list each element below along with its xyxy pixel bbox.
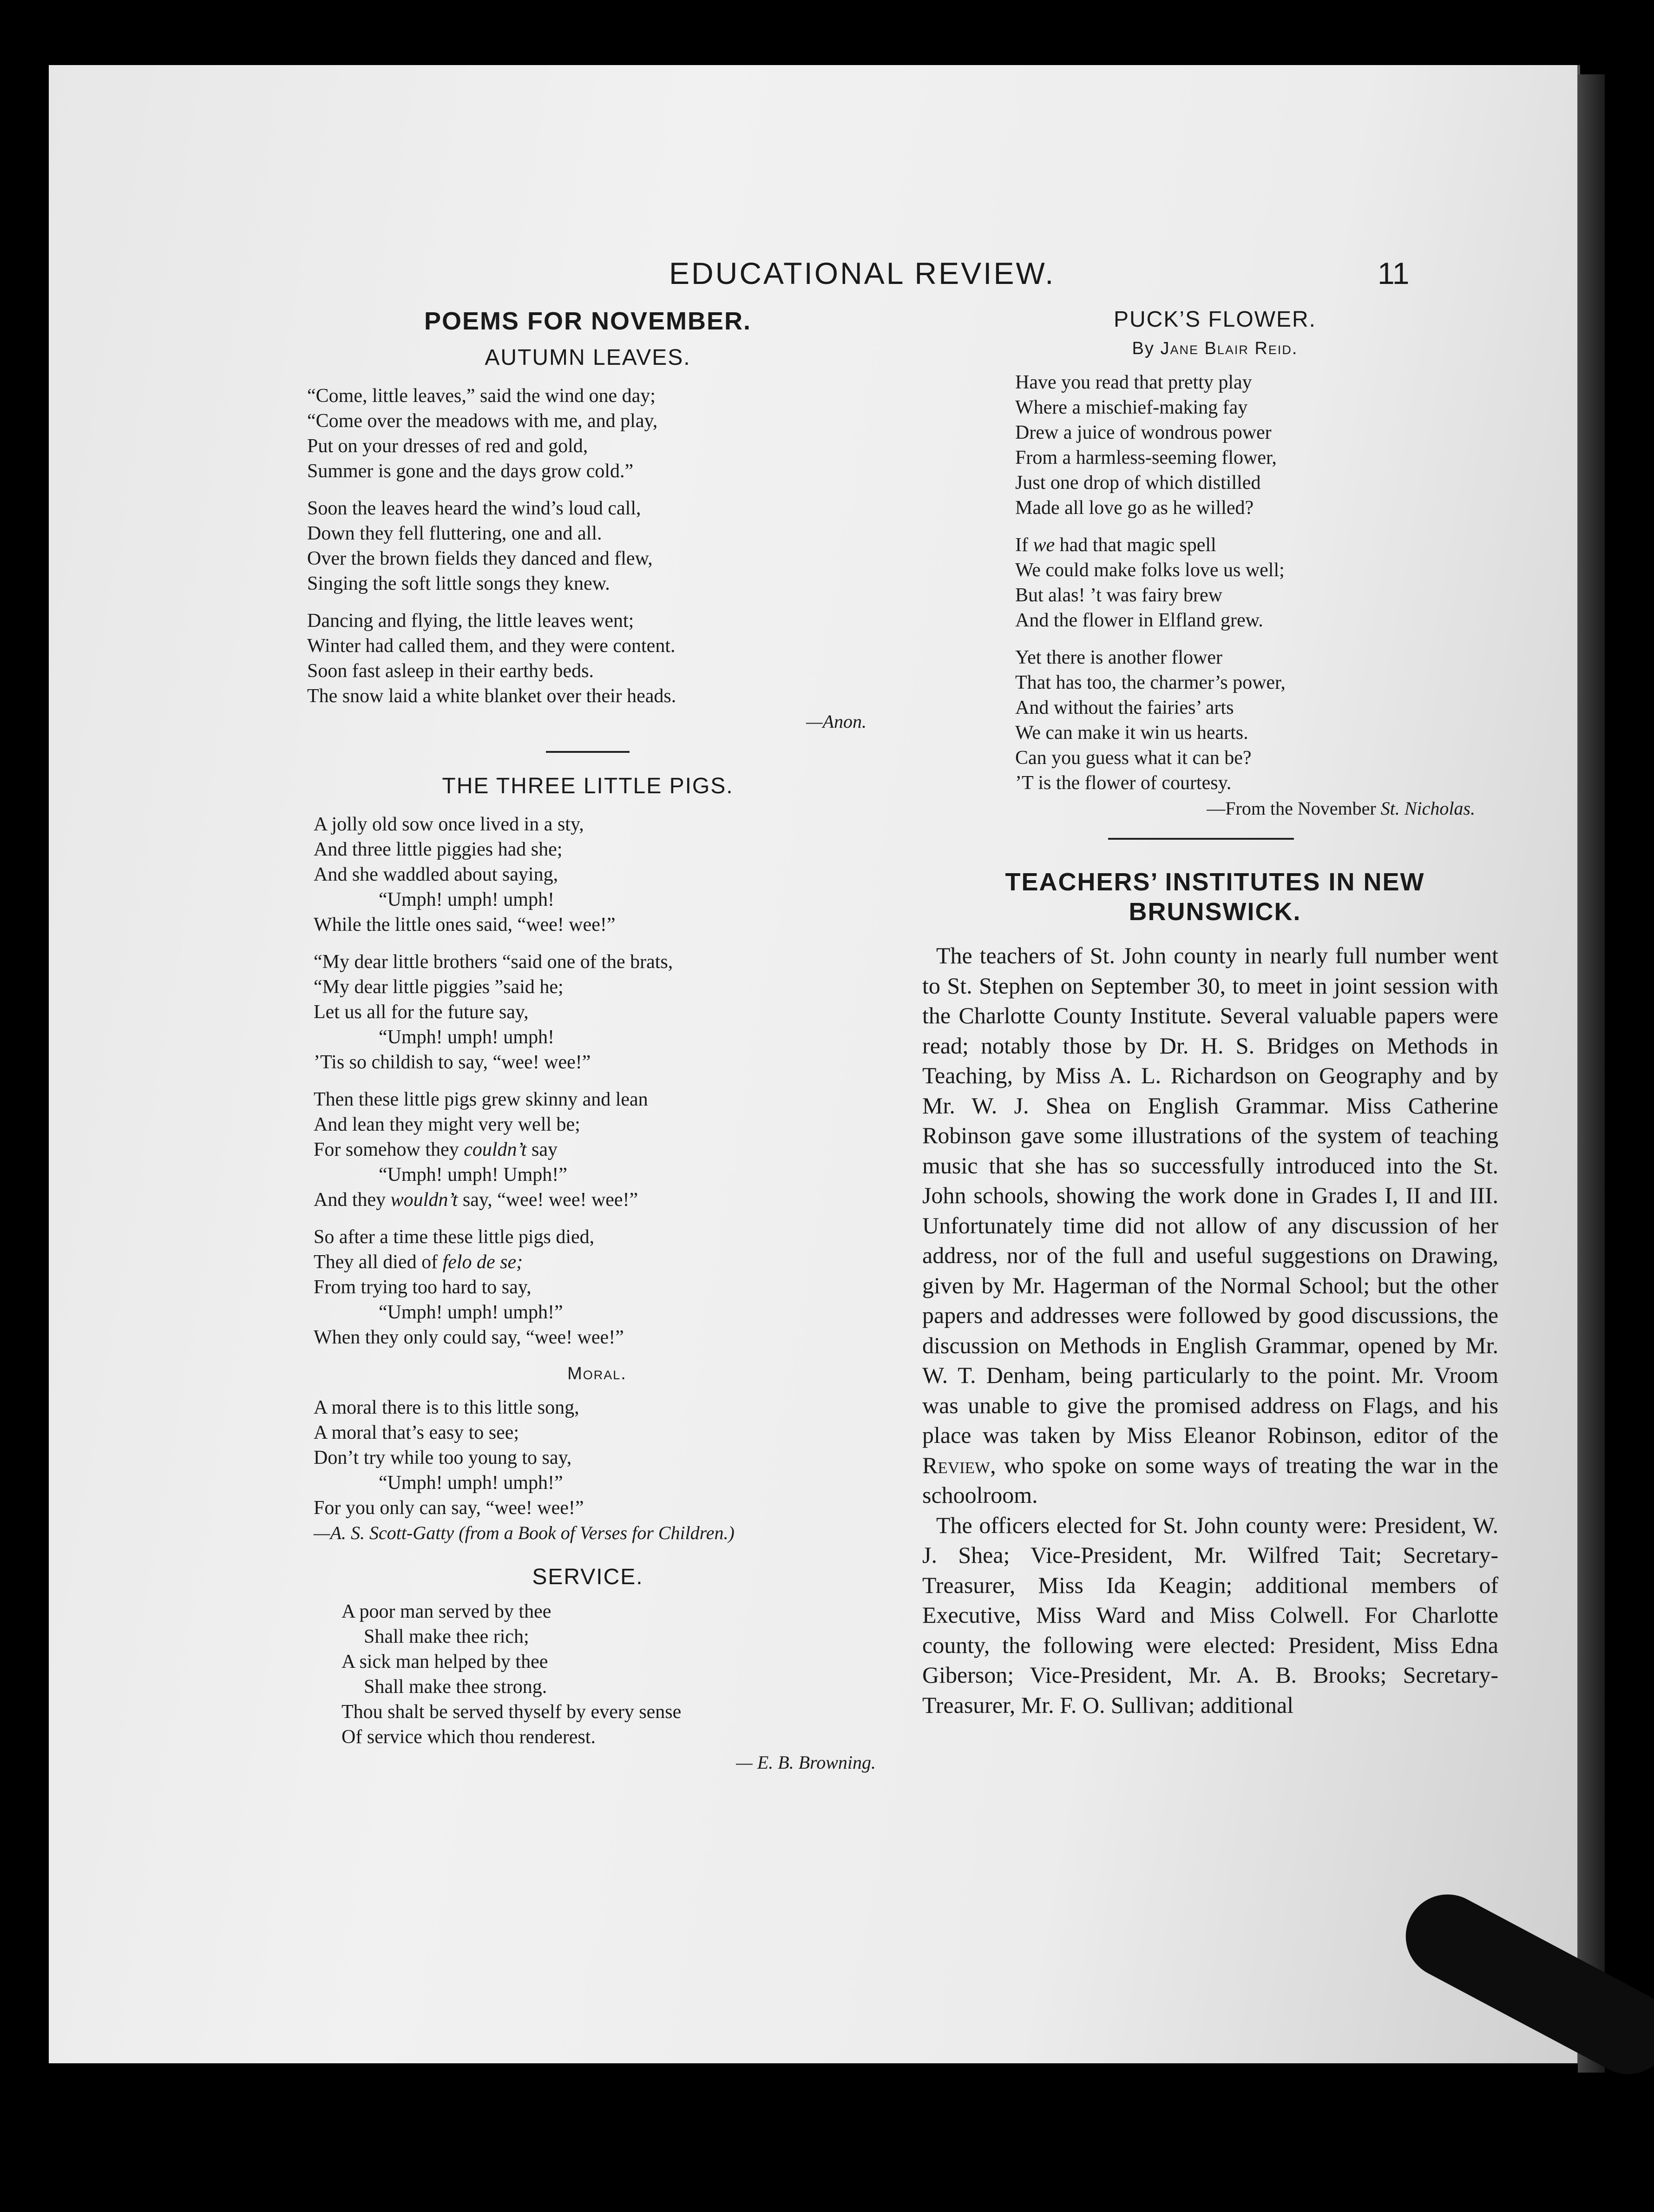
emphasis: felo de se; bbox=[442, 1251, 523, 1273]
verse-line: Yet there is another flower bbox=[1015, 647, 1222, 668]
verse-line bbox=[314, 1187, 880, 1212]
verse-line: And without the fairies’ arts bbox=[1015, 697, 1234, 718]
attribution bbox=[314, 1521, 880, 1546]
verse-line: Put on your dresses of red and gold, bbox=[307, 435, 588, 457]
verse-line: ’T is the flower of courtesy. bbox=[1015, 772, 1232, 794]
verse-line: ’Tis so childish to say, “wee! wee!” bbox=[314, 1051, 591, 1073]
verse-line: Don’t try while too young to say, bbox=[314, 1447, 572, 1468]
right-column bbox=[913, 307, 1517, 1720]
stanza bbox=[314, 1224, 880, 1350]
attribution: — E. B. Browning. bbox=[736, 1751, 876, 1773]
verse-line: And she waddled about saying, bbox=[314, 863, 558, 885]
author-name: Jane Blair Reid. bbox=[1160, 339, 1298, 358]
section-divider bbox=[546, 751, 630, 753]
stanza bbox=[1015, 533, 1517, 633]
verse-line: Dancing and flying, the little leaves went; bbox=[307, 610, 634, 632]
attribution: —Anon. bbox=[806, 711, 866, 732]
service-poem bbox=[295, 1599, 880, 1773]
paragraph bbox=[922, 941, 1498, 1510]
verse-line: While the little ones said, “wee! wee!” bbox=[314, 914, 616, 935]
verse-line: Made all love go as he willed? bbox=[1015, 497, 1254, 519]
service-title: SERVICE. bbox=[532, 1564, 643, 1589]
moral-stanza bbox=[314, 1395, 880, 1521]
text-run: —From the November bbox=[1207, 798, 1381, 819]
autumn-leaves-title: AUTUMN LEAVES. bbox=[485, 345, 691, 370]
emphasis: couldn’t bbox=[464, 1139, 527, 1160]
poems-heading: POEMS FOR NOVEMBER. bbox=[424, 307, 752, 335]
verse-line: “Umph! umph! Umph!” bbox=[379, 1164, 567, 1185]
verse-line: We can make it win us hearts. bbox=[1015, 722, 1248, 744]
verse-line: A jolly old sow once lived in a sty, bbox=[314, 813, 584, 835]
three-little-pigs-title: THE THREE LITTLE PIGS. bbox=[442, 773, 734, 798]
three-little-pigs-poem bbox=[295, 812, 880, 1546]
verse-line bbox=[314, 1250, 880, 1275]
pucks-flower-title: PUCK’S FLOWER. bbox=[1113, 307, 1317, 332]
text-run: The teachers of St. John county in nearly full number went to St. Stephen on September 30, to meet in joint session with the Charlotte County Institute. Several valuable papers were read; notably those by Dr. H. S. Bridges on Methods in Teaching, by Miss A. L. Richardson on Geography and by Mr. W. J. Shea on English Grammar. Miss Catherine Robinson gave some illustrations of the system of teaching music that she has so successfully introduced into the St. John schools, showing the work done in Grades I, II and III. Unfortunately time did not allow of any discussion of her address, nor of the full and useful suggestions on Drawing, given by Mr. Hagerman of the Normal School; but the other papers and addresses were followed by good discussions, the discussion on Methods in English Grammar, opened by Mr. W. T. Denham, being particularly to the point. Mr. Vroom was unable to give the promised address on Flags, and his place was taken by Miss Eleanor Robinson, editor of the bbox=[922, 942, 1498, 1448]
emphasis: St. Nicholas. bbox=[1380, 798, 1475, 819]
verse-line: Just one drop of which distilled bbox=[1015, 472, 1261, 494]
verse-line: “Come over the meadows with me, and play, bbox=[307, 410, 658, 432]
verse-line: “Umph! umph! umph!” bbox=[379, 1301, 563, 1323]
verse-line: A poor man served by thee bbox=[341, 1600, 551, 1622]
attribution bbox=[1015, 797, 1517, 819]
verse-line: And lean they might very well be; bbox=[314, 1113, 580, 1135]
text-run: —A. S. Scott-Gatty ( bbox=[314, 1522, 465, 1543]
verse-line: Drew a juice of wondrous power bbox=[1015, 422, 1272, 443]
verse-line: A sick man helped by thee bbox=[341, 1651, 548, 1672]
stanza bbox=[1015, 645, 1517, 796]
verse-line: Can you guess what it can be? bbox=[1015, 747, 1252, 769]
verse-line: Have you read that pretty play bbox=[1015, 372, 1252, 393]
page-number: 11 bbox=[1378, 256, 1410, 290]
verse-line: So after a time these little pigs died, bbox=[314, 1226, 595, 1248]
stanza bbox=[314, 1087, 880, 1212]
text-run: For somehow they bbox=[314, 1139, 464, 1160]
verse-line: From a harmless-seeming flower, bbox=[1015, 447, 1277, 468]
text-run: , who spoke on some ways of treating the war in the schoolroom. bbox=[922, 1452, 1498, 1508]
verse-line: For you only can say, “wee! wee!” bbox=[314, 1497, 584, 1519]
byline bbox=[913, 339, 1517, 359]
journal-page bbox=[49, 65, 1580, 2063]
text-run: They all died of bbox=[314, 1251, 443, 1273]
text-run: By bbox=[1132, 339, 1161, 358]
verse-line: The snow laid a white blanket over their heads. bbox=[307, 685, 676, 707]
emphasis: wouldn’t bbox=[390, 1189, 458, 1211]
emphasis: from a Book of Verses for Children. bbox=[465, 1522, 729, 1543]
verse-line: Thou shalt be served thyself by every sense bbox=[341, 1701, 682, 1723]
verse-line: A moral that’s easy to see; bbox=[314, 1422, 519, 1443]
verse-line: When they only could say, “wee! wee!” bbox=[314, 1326, 624, 1348]
section-divider bbox=[1108, 838, 1294, 840]
running-header bbox=[49, 256, 1577, 311]
stanza bbox=[307, 608, 880, 709]
verse-line: “Umph! umph! umph! bbox=[379, 889, 554, 910]
verse-line: Shall make thee strong. bbox=[364, 1676, 547, 1698]
emphasis: we bbox=[1033, 534, 1055, 556]
verse-line: “Umph! umph! umph!” bbox=[379, 1472, 563, 1494]
verse-line: Of service which thou renderest. bbox=[341, 1726, 596, 1748]
institutes-heading: TEACHERS’ INSTITUTES IN NEW BRUNSWICK. bbox=[1005, 868, 1425, 926]
text-run: had that magic spell bbox=[1055, 534, 1216, 556]
book-spine bbox=[1578, 74, 1605, 2073]
verse-line: “Come, little leaves,” said the wind one day; bbox=[307, 385, 656, 407]
verse-line: We could make folks love us well; bbox=[1015, 560, 1285, 581]
text-run: ) bbox=[728, 1522, 735, 1543]
verse-line: “My dear little piggies ”said he; bbox=[314, 976, 564, 998]
pucks-flower-poem bbox=[913, 370, 1517, 819]
verse-line: Summer is gone and the days grow cold.” bbox=[307, 460, 634, 482]
verse-line: From trying too hard to say, bbox=[314, 1276, 532, 1298]
verse-line: But alas! ’t was fairy brew bbox=[1015, 585, 1222, 606]
verse-line: Soon fast asleep in their earthy beds. bbox=[307, 660, 594, 682]
text-run: And they bbox=[314, 1189, 391, 1211]
left-column bbox=[295, 307, 880, 1773]
journal-title: EDUCATIONAL REVIEW. bbox=[669, 256, 1056, 290]
stanza bbox=[314, 949, 880, 1075]
verse-line: Then these little pigs grew skinny and lean bbox=[314, 1088, 648, 1110]
stanza bbox=[307, 496, 880, 596]
institutes-article bbox=[913, 941, 1517, 1720]
stanza bbox=[1015, 370, 1517, 520]
verse-line: Where a mischief-making fay bbox=[1015, 397, 1248, 418]
text-run: say bbox=[526, 1139, 558, 1160]
verse-line bbox=[1015, 533, 1517, 558]
verse-line: Down they fell fluttering, one and all. bbox=[307, 522, 602, 544]
stanza bbox=[314, 812, 880, 937]
verse-line: And the flower in Elfland grew. bbox=[1015, 610, 1263, 631]
verse-line: “My dear little brothers “said one of the brats, bbox=[314, 951, 673, 973]
verse-line: Soon the leaves heard the wind’s loud call, bbox=[307, 497, 641, 519]
text-run: say, “wee! wee! wee!” bbox=[458, 1189, 638, 1211]
journal-name: Review bbox=[922, 1452, 991, 1478]
verse-line: A moral there is to this little song, bbox=[314, 1396, 579, 1418]
text-run: If bbox=[1015, 534, 1033, 556]
verse-line: Let us all for the future say, bbox=[314, 1001, 529, 1023]
verse-line bbox=[314, 1137, 880, 1162]
paragraph: The officers elected for St. John county were: President, W. J. Shea; Vice-President, Mr. Wilfred Tait; Secretary-Treasurer, Miss Ida Keagin; additional members of Executive, Miss Ward and Miss Colwell. For Charlotte county, the following were elected: President, Miss Edna Giberson; Vice-President, Mr. A. B. Brooks; Secretary-Treasurer, Mr. F. O. Sullivan; additional bbox=[922, 1512, 1498, 1718]
verse-line: Winter had called them, and they were content. bbox=[307, 635, 676, 657]
stanza bbox=[307, 383, 880, 484]
moral-heading: Moral. bbox=[567, 1363, 627, 1383]
autumn-leaves-poem bbox=[295, 383, 880, 732]
verse-line: And three little piggies had she; bbox=[314, 838, 563, 860]
verse-line: Over the brown fields they danced and flew, bbox=[307, 547, 653, 569]
verse-line: Singing the soft little songs they knew. bbox=[307, 573, 610, 594]
verse-line: That has too, the charmer’s power, bbox=[1015, 672, 1286, 693]
verse-line: Shall make thee rich; bbox=[364, 1626, 529, 1647]
verse-line: “Umph! umph! umph! bbox=[379, 1026, 554, 1048]
